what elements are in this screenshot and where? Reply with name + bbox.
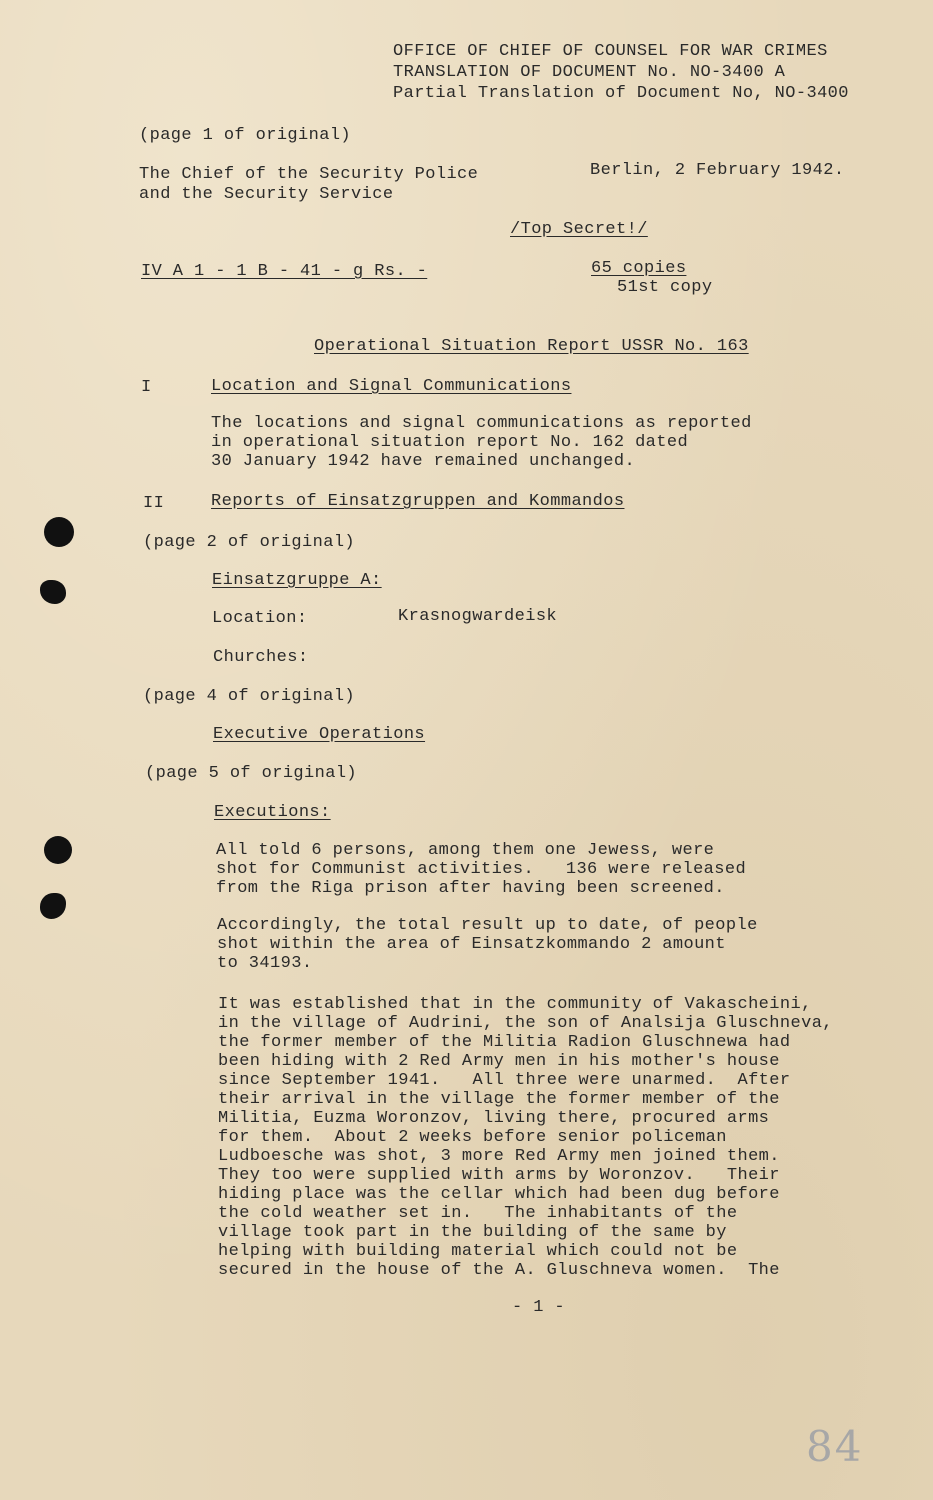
classification-stamp: /Top Secret!/	[510, 220, 648, 239]
punch-hole	[44, 836, 72, 864]
copies-count: 65 copies	[591, 259, 687, 278]
executions-paragraph-3: It was established that in the community of Vakascheini, in the village of Audrini, the son of Analsija Gluschneva, the former member of the Militia Radion Gluschnewa had been hiding with 2 Red Army men in his mother's house since September 1941. All three were unarmed. After their arrival in the village the former member of the Militia, Euzma Woronzov, living there, procured arms for them. About 2 weeks before senior policeman Ludboesche was shot, 3 more Red Army men joined them. They too were supplied with arms by Woronzov. Their hiding place was the cellar which had been dug before the cold weather set in. The inhabitants of the village took part in the building of the same by helping with building material which could not be secured in the house of the A. Gluschneva women. The	[218, 995, 833, 1280]
header-partial-translation-line: Partial Translation of Document No, NO-3400	[393, 84, 849, 103]
executions-paragraph-2: Accordingly, the total result up to date, of people shot within the area of Einsatzkommando 2 amount to 34193.	[217, 916, 758, 973]
page-number: - 1 -	[512, 1298, 566, 1317]
header-office-line: OFFICE OF CHIEF OF COUNSEL FOR WAR CRIMES	[393, 42, 828, 61]
executions-heading: Executions:	[214, 803, 331, 822]
file-number: IV A 1 - 1 B - 41 - g Rs. -	[141, 262, 428, 281]
page-reference-4: (page 4 of original)	[143, 687, 356, 706]
section-2-numeral: II	[143, 494, 165, 513]
sender-line-1: The Chief of the Security Police	[139, 165, 479, 184]
page-reference-1: (page 1 of original)	[139, 126, 352, 145]
punch-hole	[44, 517, 74, 547]
place-and-date: Berlin, 2 February 1942.	[590, 161, 845, 180]
report-title: Operational Situation Report USSR No. 163	[314, 337, 749, 356]
binder-mark	[40, 580, 66, 604]
page-reference-2: (page 2 of original)	[143, 533, 356, 552]
executions-paragraph-1: All told 6 persons, among them one Jewess, were shot for Communist activities. 136 were released from the Riga prison after having been screened.	[216, 841, 747, 898]
page-reference-5: (page 5 of original)	[145, 764, 358, 783]
header-translation-line: TRANSLATION OF DOCUMENT No. NO-3400 A	[393, 63, 786, 82]
sender-line-2: and the Security Service	[139, 185, 394, 204]
handwritten-page-number: 84	[806, 1422, 864, 1471]
section-1-body: The locations and signal communications as reported in operational situation report No. 162 dated 30 January 1942 have remained unchanged.	[211, 414, 752, 471]
churches-label: Churches:	[213, 648, 309, 667]
location-value: Krasnogwardeisk	[398, 607, 558, 626]
copy-number: 51st copy	[617, 278, 713, 297]
executive-operations-heading: Executive Operations	[213, 725, 426, 744]
einsatzgruppe-heading: Einsatzgruppe A:	[212, 571, 382, 590]
location-label: Location:	[212, 609, 308, 628]
section-2-heading: Reports of Einsatzgruppen and Kommandos	[211, 492, 625, 511]
section-1-numeral: I	[141, 378, 152, 397]
section-1-heading: Location and Signal Communications	[211, 377, 572, 396]
